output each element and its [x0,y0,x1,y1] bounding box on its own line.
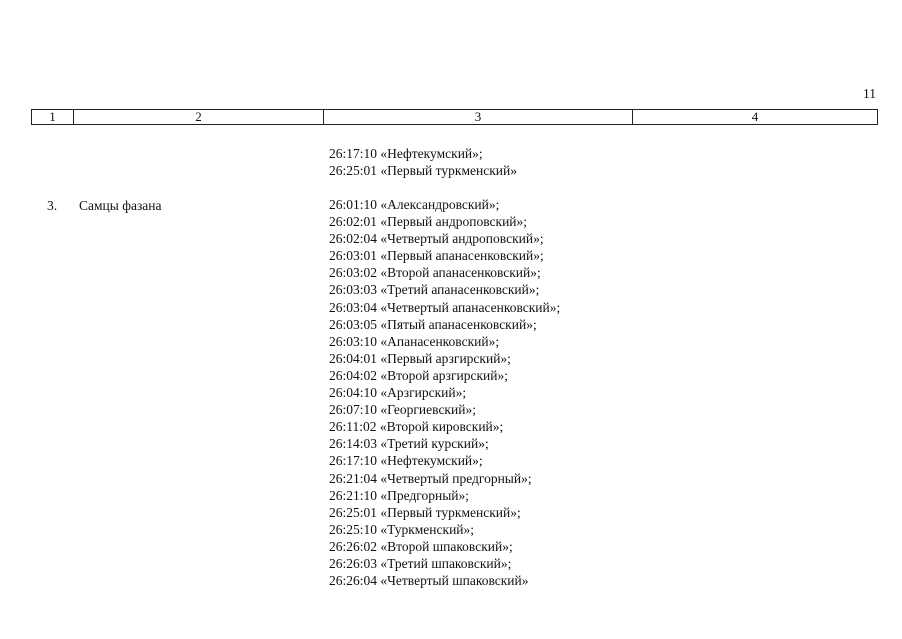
list-item: 26:03:10 «Апанасенковский»; [329,333,500,349]
list-item: 26:04:10 «Арзгирский»; [329,385,467,401]
list-item: 26:04:01 «Первый арзгирский»; [329,350,511,366]
list-item: 26:25:10 «Туркменский»; [329,521,475,537]
list-item: 26:21:04 «Четвертый предгорный»; [329,470,532,486]
list-item: 26:03:01 «Первый апанасенковский»; [329,248,544,264]
header-col-2: 2 [74,110,324,125]
list-item: 26:07:10 «Георгиевский»; [329,402,476,418]
list-item: 26:21:10 «Предгорный»; [329,487,470,503]
list-item: 26:03:03 «Третий апанасенковский»; [329,282,540,298]
list-item: 26:17:10 «Нефтекумский»; [329,453,483,469]
list-item: 26:01:10 «Александровский»; [329,197,500,212]
list-item: 26:03:04 «Четвертый апанасенковский»; [329,299,561,315]
header-col-3: 3 [324,110,633,125]
list-item: 26:26:02 «Второй шпаковский»; [329,538,513,554]
header-row [32,110,878,125]
list-item: 26:03:05 «Пятый апанасенковский»; [329,316,537,332]
section-entries [329,196,560,589]
header-col-4: 4 [633,110,878,125]
section-number: 3. [47,198,58,213]
list-item: 26:03:02 «Второй апанасенковский»; [329,265,541,281]
section-name: Самцы фазана [79,198,162,213]
list-item: 26:17:10 «Нефтекумский»; [329,146,483,161]
list-item: 26:26:03 «Третий шпаковский»; [329,555,512,571]
list-item: 26:02:04 «Четвертый андроповский»; [329,231,544,247]
header-col-1: 1 [32,110,74,125]
list-item: 26:26:04 «Четвертый шпаковский» [329,573,529,589]
continued-entries [329,145,517,179]
page-number: 11 [863,86,876,101]
list-item: 26:25:01 «Первый туркменский» [329,163,517,179]
list-item: 26:25:01 «Первый туркменский»; [329,504,521,520]
list-item: 26:11:02 «Второй кировский»; [329,419,504,435]
list-item: 26:14:03 «Третий курский»; [329,436,489,452]
list-item: 26:04:02 «Второй арзгирский»; [329,367,508,383]
list-item: 26:02:01 «Первый андроповский»; [329,214,528,230]
column-number-header [31,109,878,125]
